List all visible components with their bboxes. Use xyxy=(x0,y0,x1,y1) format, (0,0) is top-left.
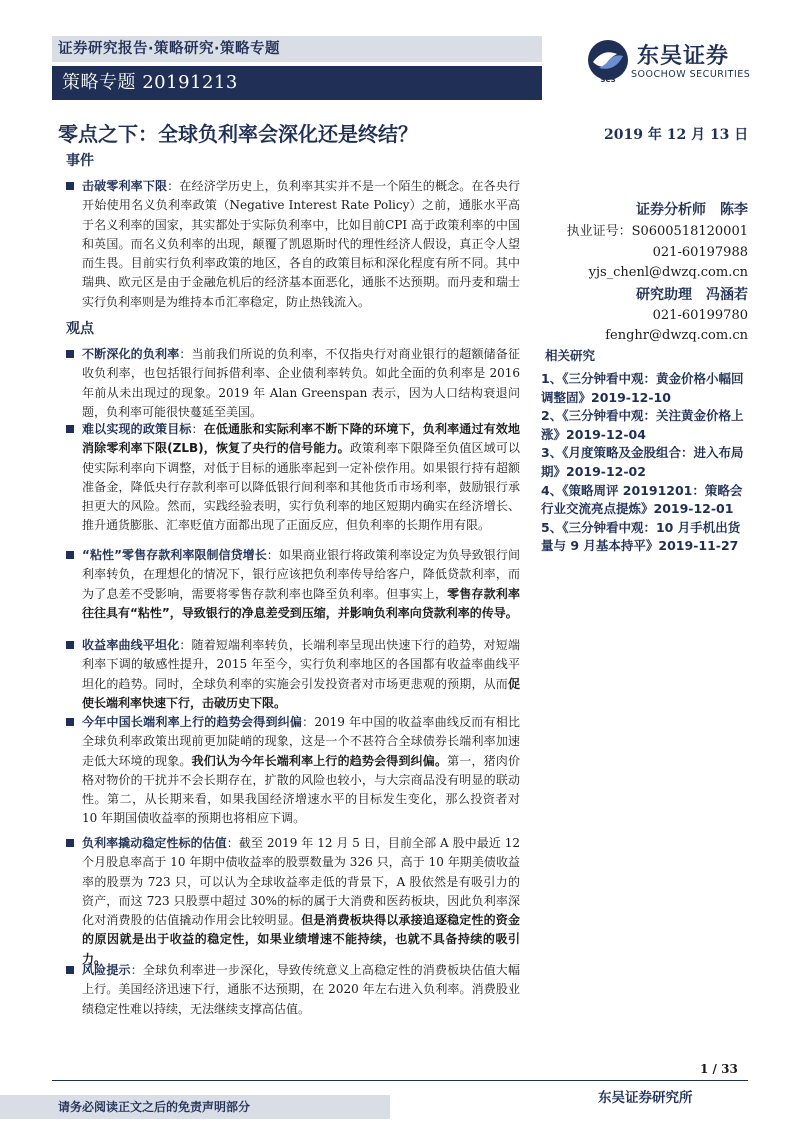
bullet-icon xyxy=(66,718,74,726)
paragraph-tail: 第一，猪肉价格对物价的干扰并不会长期存在，扩散的风险也较小，与大宗商品没有明显的联动性。第二，从长期来看，如果我国经济增速水平的目标发生变化，那么投资者对 10 年期国债收益率的预期也将相应下调。 xyxy=(82,753,520,826)
bullet-icon xyxy=(66,182,74,190)
paragraph-lead: 负利率撬动稳定性标的估值 xyxy=(82,836,227,850)
paragraph-body: ： xyxy=(191,422,204,436)
bullet-icon xyxy=(66,551,74,559)
view-paragraph xyxy=(66,713,520,829)
related-research-item[interactable]: 3、《月度策略及金股组合：进入布局期》2019-12-02 xyxy=(541,445,744,479)
disclaimer-notice: 请务必阅读正文之后的免责声明部分 xyxy=(0,1095,390,1119)
paragraph-emphasis: 我们认为今年长端利率上行的趋势会得到纠偏。 xyxy=(191,753,448,768)
paragraph-lead: “粘性”零售存款利率限制信贷增长 xyxy=(82,548,267,562)
paragraph-lead: 风险提示 xyxy=(82,963,131,977)
paragraph-body: ：当前我们所说的负利率，不仅指央行对商业银行的超额储备征收负利率，也包括银行间拆借利率、企业债利率转负。如此全面的负利率是 2016 年前从未出现过的现象。2019 年 Alan Greenspan 表示，因为人口结构衰退问题，负利率可能很快蔓延至美国。 xyxy=(82,347,520,419)
logo-mark-icon xyxy=(585,38,631,84)
footer-divider xyxy=(52,1080,748,1081)
view-paragraph xyxy=(66,834,520,969)
paragraph-body: ：截至 2019 年 12 月 5 日，目前全部 A 股中最近 12 个月股息率高于 10 年期中债收益率的股票数量为 326 只，高于 10 年期美债收益率的股票为 723 只，可以认为全球收益率走低的背景下，A 股依然是有吸引力的资产，而这 723 只股票中超过 30%的标的属于大消费和医药板块，因此负利率深化对消费股的估值撬动作用会比较明显。 xyxy=(82,836,520,928)
bullet-icon xyxy=(66,350,74,358)
paragraph-body: ：如果商业银行将政策利率设定为负导致银行间利率转负，在理想化的情况下，银行应该把负利率传导给客户，降低贷款利率，而为了息差不受影响，需要将零售存款利率也降至负利率。但事实上， xyxy=(82,548,520,601)
related-research-item[interactable]: 4、《策略周评 20191201：策略会行业交流亮点提炼》2019-12-01 xyxy=(541,482,743,517)
paragraph-lead: 今年中国长端利率上行的趋势会得到纠偏 xyxy=(82,715,303,729)
analyst-name: 证券分析师 陈李 xyxy=(636,202,748,218)
paragraph-emphasis: 零售存款利率往往具有“粘性”，导致银行的净息差受到压缩，并影响负利率向贷款利率的传导。 xyxy=(82,586,520,620)
paragraph-emphasis: 促使长端利率快速下行，击破历史下限。 xyxy=(82,676,520,710)
bullet-icon xyxy=(66,966,74,974)
related-research-item[interactable]: 1、《三分钟看中观：黄金价格小幅回调整固》2019-12-10 xyxy=(541,371,744,405)
paragraph-body: ：2019 年中国的收益率曲线反而有相比全球负利率政策出现前更加陡峭的现象，这是一个不甚符合全球债券长端利率加速走低大环境的现象。 xyxy=(82,715,520,768)
view-paragraph xyxy=(66,420,520,536)
paragraph-body: ：随着短端利率转负，长端利率呈现出快速下行的趋势，对短端利率下调的敏感性提升，2015 年至今，实行负利率地区的各国都有收益率曲线平坦化的趋势。同时，全球负利率的实施会引发投资者对市场更悲观的预期，从而 xyxy=(82,638,520,691)
related-research-heading: 相关研究 xyxy=(545,348,596,363)
paragraph-lead: 不断深化的负利率 xyxy=(82,347,180,361)
assistant-name: 研究助理 冯涵若 xyxy=(636,286,748,303)
report-title: 零点之下：全球负利率会深化还是终结？ xyxy=(58,122,418,146)
view-paragraph xyxy=(66,546,520,623)
bullet-icon xyxy=(66,641,74,649)
assistant-phone: 021-60199780 xyxy=(652,307,748,323)
paragraph-body: ：全球负利率进一步深化，导致传统意义上高稳定性的消费板块估值大幅上行。美国经济迅速下行，通胀不达预期，在 2020 年左右进入负利率。消费股业绩稳定性难以持续，无法继续支撑高估值。 xyxy=(82,963,520,1016)
section-heading-view: 观点 xyxy=(66,321,94,337)
report-date: 2019 年 12 月 13 日 xyxy=(604,127,749,143)
view-paragraph xyxy=(66,345,520,422)
logo-abbr: SCS xyxy=(600,76,616,84)
report-series-title: 策略专题 20191213 xyxy=(52,66,542,100)
bullet-icon xyxy=(66,839,74,847)
related-research-item[interactable]: 5、《三分钟看中观：10 月手机出货量与 9 月基本持平》2019-11-27 xyxy=(541,519,741,554)
analyst-block xyxy=(538,198,748,347)
view-paragraph xyxy=(66,961,520,1019)
page-number: 1 / 33 xyxy=(700,1062,738,1076)
company-logo xyxy=(585,38,755,88)
paragraph-lead: 击破零利率下限 xyxy=(82,179,168,193)
logo-english-name: SOOCHOW SECURITIES xyxy=(631,69,751,80)
analyst-email: yjs_chenl@dwzq.com.cn xyxy=(588,265,748,280)
logo-chinese-name: 东吴证券 xyxy=(637,44,730,69)
paragraph-lead: 收益率曲线平坦化 xyxy=(82,638,180,652)
analyst-license: 执业证号：S0600518120001 xyxy=(566,224,748,239)
analyst-phone: 021-60197988 xyxy=(652,244,748,260)
related-research-list xyxy=(541,370,749,556)
institute-name: 东吴证券研究所 xyxy=(598,1090,693,1106)
paragraph-tail: 政策利率下限降至负值区域可以使实际利率向下调整，对低于目标的通胀率起到一定补偿作用。如果银行持有超额准备金，降低央行存款利率可以降低银行间利率和其他货币市场利率，鼓励银行承担更大的风险。然而，实践经验表明，实行负利率的地区短期内确实在经济增长、推升通货膨胀、汇率贬值方面都出现了正面反应，但负利率的长期作用有限。 xyxy=(82,441,520,533)
view-paragraph xyxy=(66,636,520,713)
section-heading-event: 事件 xyxy=(66,153,94,169)
paragraph-emphasis: 在低通胀和实际利率不断下降的环境下，负利率通过有效地消除零利率下限(ZLB)，恢复了央行的信号能力。 xyxy=(82,422,520,456)
assistant-email: fenghr@dwzq.com.cn xyxy=(605,328,748,343)
paragraph-lead: 难以实现的政策目标 xyxy=(82,422,192,436)
paragraph-emphasis: 但是消费板块得以承接追逐稳定性的资金的原因就是出于收益的稳定性，如果业绩增速不能持续，也就不具备持续的吸引力。 xyxy=(82,913,520,966)
report-category: 证券研究报告·策略研究·策略专题 xyxy=(52,36,542,62)
related-research-item[interactable]: 2、《三分钟看中观：关注黄金价格上涨》2019-12-04 xyxy=(541,408,744,442)
event-paragraph xyxy=(66,177,520,312)
paragraph-body: ：在经济学历史上，负利率其实并不是一个陌生的概念。在各央行开始使用名义负利率政策（Negative Interest Rate Policy）之前，通胀水平高于名义利率的国家，其实都处于实际负利率中，比如目前CPI 高于政策利率的中国和英国。而名义负利率的出现，颠覆了凯恩斯时代的理性经济人假设，真正令人望而生畏。目前实行负利率政策的地区，各自的政策目标和深化程度有所不同。其中瑞典、欧元区是由于金融危机后的经济基本面恶化，通胀不达预期。而丹麦和瑞士实行负利率则是为维持本币汇率稳定，防止热钱流入。 xyxy=(82,179,520,309)
bullet-icon xyxy=(66,425,74,433)
